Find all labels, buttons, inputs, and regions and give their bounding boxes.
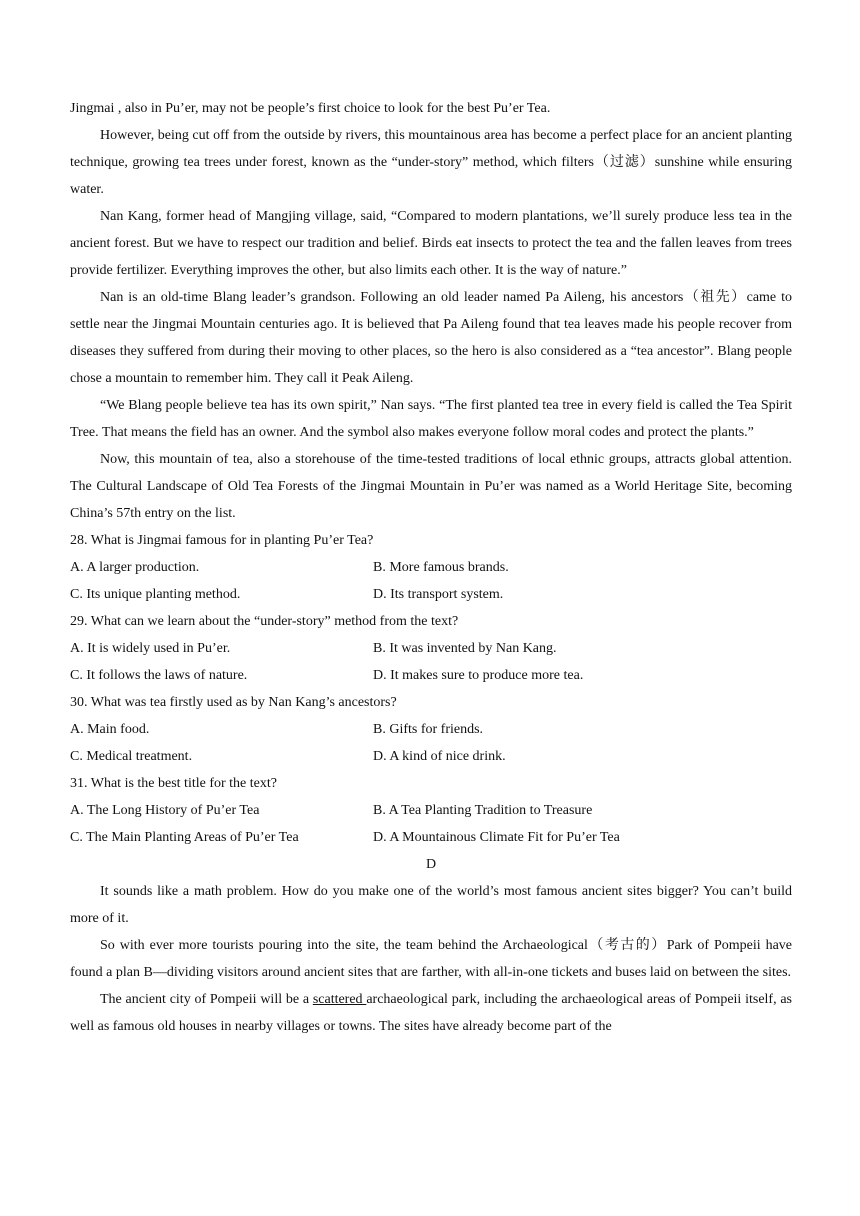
option-d: D. A Mountainous Climate Fit for Pu’er Tea <box>373 830 620 845</box>
question-31 <box>70 770 792 851</box>
option-a: A. Main food. <box>70 722 150 737</box>
paragraph-text-start: The ancient city of Pompeii will be a <box>100 992 313 1007</box>
passage-c-paragraph-1: Jingmai , also in Pu’er, may not be people’s first choice to look for the best Pu’er Tea. <box>70 101 551 116</box>
option-c: C. It follows the laws of nature. <box>70 668 248 683</box>
option-c: C. The Main Planting Areas of Pu’er Tea <box>70 830 299 845</box>
passage-d-paragraph-1: It sounds like a math problem. How do you make one of the world’s most famous ancient sites bigger? You can’t build more of it. <box>70 884 792 926</box>
answer-options <box>70 797 792 851</box>
option-d: D. Its transport system. <box>373 587 504 602</box>
option-b: B. More famous brands. <box>373 560 509 575</box>
option-b: B. A Tea Planting Tradition to Treasure <box>373 803 593 818</box>
answer-options <box>70 716 792 770</box>
option-b: B. It was invented by Nan Kang. <box>373 641 557 656</box>
question-stem: 30. What was tea firstly used as by Nan Kang’s ancestors? <box>70 695 397 710</box>
option-b: B. Gifts for friends. <box>373 722 484 737</box>
option-a: A. The Long History of Pu’er Tea <box>70 803 260 818</box>
option-a: A. A larger production. <box>70 560 200 575</box>
question-stem: 28. What is Jingmai famous for in planting Pu’er Tea? <box>70 533 374 548</box>
option-d: D. A kind of nice drink. <box>373 749 506 764</box>
option-a: A. It is widely used in Pu’er. <box>70 641 231 656</box>
underlined-word: scattered <box>312 992 367 1007</box>
document-page <box>70 95 792 1040</box>
section-heading-d: D <box>425 857 437 872</box>
question-28 <box>70 527 792 608</box>
option-c: C. Medical treatment. <box>70 749 193 764</box>
passage-d-paragraph-2: So with ever more tourists pouring into the site, the team behind the Archaeological（考古的）Park of Pompeii have found a plan B—dividing visitors around ancient sites that are farther, with all-in-one tickets and buses laid on between the sites. <box>70 938 792 980</box>
passage-d-paragraph-3 <box>70 986 792 1040</box>
passage-c-paragraph-6: Now, this mountain of tea, also a storehouse of the time-tested traditions of local ethnic groups, attracts global attention. The Cultural Landscape of Old Tea Forests of the Jingmai Mountain in Pu’er was named as a World Heritage Site, becoming China’s 57th entry on the list. <box>70 452 792 521</box>
question-stem: 29. What can we learn about the “under-story” method from the text? <box>70 614 459 629</box>
option-d: D. It makes sure to produce more tea. <box>373 668 584 683</box>
passage-c-paragraph-3: Nan Kang, former head of Mangjing village, said, “Compared to modern plantations, we’ll surely produce less tea in the ancient forest. But we have to respect our tradition and belief. Birds eat insects to protect the tea and the fallen leaves from trees provide fertilizer. Everything improves the other, but also limits each other. It is the way of nature.” <box>70 209 792 278</box>
paragraph-text-end: archaeological park, including the archaeological areas of Pompeii itself, as well as famous old houses in nearby villages or towns. The sites have already become part of the <box>70 992 793 1034</box>
passage-c-paragraph-5: “We Blang people believe tea has its own spirit,” Nan says. “The first planted tea tree in every field is called the Tea Spirit Tree. That means the field has an owner. And the symbol also makes everyone follow moral codes and protect the plants.” <box>70 398 792 440</box>
passage-c-paragraph-4: Nan is an old-time Blang leader’s grandson. Following an old leader named Pa Aileng, his ancestors（祖先）came to settle near the Jingmai Mountain centuries ago. It is believed that Pa Aileng found that tea leaves made his people recover from diseases they suffered from during their moving to other places, so the hero is also considered as a “tea ancestor”. Blang people chose a mountain to remember him. They call it Peak Aileng. <box>70 290 792 386</box>
option-c: C. Its unique planting method. <box>70 587 241 602</box>
answer-options <box>70 554 792 608</box>
passage-c-paragraph-2: However, being cut off from the outside by rivers, this mountainous area has become a perfect place for an ancient planting technique, growing tea trees under forest, known as the “under-story” method, which filters（过滤）sunshine while ensuring water. <box>70 128 792 197</box>
question-29 <box>70 608 792 689</box>
question-30 <box>70 689 792 770</box>
question-stem: 31. What is the best title for the text? <box>70 776 277 791</box>
answer-options <box>70 635 792 689</box>
